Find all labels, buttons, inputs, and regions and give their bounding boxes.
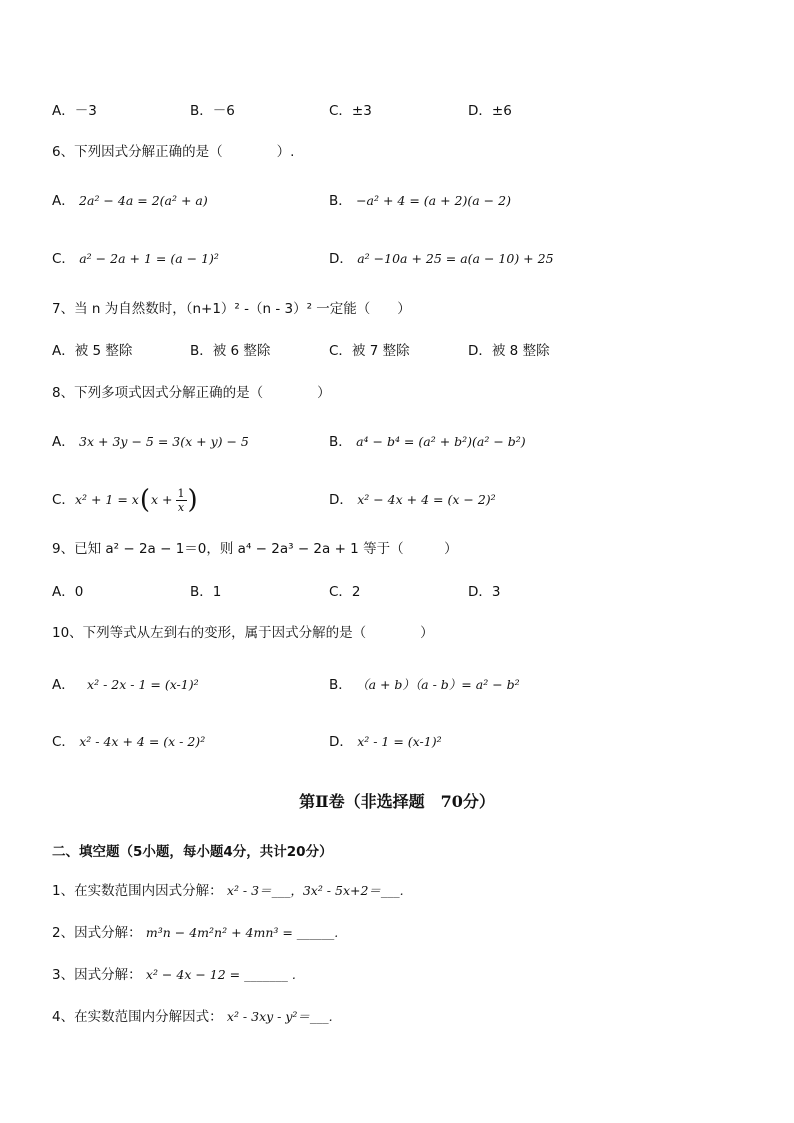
q8-option-a <box>52 433 249 451</box>
q10-option-c-expr: x² - 4x + 4 = (x - 2)² <box>79 734 206 749</box>
q8-option-c-numerator: 1 <box>177 486 185 500</box>
q8-option-c-fraction <box>176 487 187 514</box>
q8-stem: 8、下列多项式因式分解正确的是（ ） <box>52 385 331 401</box>
q8-option-a-expr: 3x + 3y − 5 = 3(x + y) − 5 <box>79 434 249 449</box>
q10-option-a <box>52 676 199 694</box>
fill-question-3 <box>52 966 296 984</box>
q7-option-d: D．被 8 整除 <box>468 343 550 359</box>
q8-option-c-label: C． <box>52 492 75 508</box>
q8-option-d-label: D． <box>329 492 353 508</box>
q8-option-b-label: B． <box>329 434 352 450</box>
q6-stem: 6、下列因式分解正确的是（ ）. <box>52 144 295 160</box>
fill-question-4 <box>52 1008 333 1026</box>
q8-option-d-expr: x² − 4x + 4 = (x − 2)² <box>357 492 496 507</box>
q7-option-c: C．被 7 整除 <box>329 343 410 359</box>
q10-option-b-label: B． <box>329 677 352 693</box>
q6-option-d-expr: a² −10a + 25 = a(a − 10) + 25 <box>357 251 554 266</box>
q8-option-c-close-paren: ) <box>187 485 198 515</box>
q9-option-d: D．3 <box>468 584 501 600</box>
fill-question-3-prefix: 3、因式分解： <box>52 967 142 983</box>
q6-option-b <box>329 192 511 210</box>
q10-option-d-expr: x² - 1 = (x-1)² <box>357 734 442 749</box>
q7-stem: 7、当 n 为自然数时，（n+1）² -（n - 3）² 一定能（ ） <box>52 301 411 317</box>
q6-option-c-label: C． <box>52 251 75 267</box>
q8-option-b-expr: a⁴ − b⁴ = (a² + b²)(a² − b²) <box>356 434 526 449</box>
q5-option-a: A．－3 <box>52 103 97 119</box>
q10-option-d-label: D． <box>329 734 353 750</box>
q10-option-c-label: C． <box>52 734 75 750</box>
q8-option-c-expr-left: x² + 1 = x <box>74 492 139 507</box>
q5-option-b: B．－6 <box>190 103 235 119</box>
q9-option-a: A．0 <box>52 584 84 600</box>
q5-option-c: C．±3 <box>329 103 372 119</box>
q7-option-b: B．被 6 整除 <box>190 343 271 359</box>
fill-question-1-prefix: 1、在实数范围内因式分解： <box>52 883 223 899</box>
q9-stem: 9、已知 a² − 2a − 1＝0，则 a⁴ − 2a³ − 2a + 1 等于（ ） <box>52 541 458 557</box>
fill-question-2-prefix: 2、因式分解： <box>52 925 142 941</box>
section2-title: 二、填空题（5小题，每小题4分，共计20分） <box>52 844 333 860</box>
q10-stem: 10、下列等式从左到右的变形，属于因式分解的是（ ） <box>52 625 434 641</box>
q6-option-c <box>52 250 219 268</box>
q5-option-d: D．±6 <box>468 103 512 119</box>
q6-option-a-expr: 2a² − 4a = 2(a² + a) <box>79 193 208 208</box>
q8-option-d <box>329 491 496 509</box>
q6-option-c-expr: a² − 2a + 1 = (a − 1)² <box>79 251 219 266</box>
fill-question-1-expr: x² - 3＝___，3x² - 5x+2＝___. <box>226 883 404 898</box>
fill-question-2-expr: m³n − 4m²n² + 4mn³ = ______. <box>145 925 339 940</box>
q6-option-b-label: B． <box>329 193 352 209</box>
q10-option-a-expr: x² - 2x - 1 = (x-1)² <box>87 677 199 692</box>
q6-option-d-label: D． <box>329 251 353 267</box>
q9-option-b: B．1 <box>190 584 222 600</box>
fill-question-4-prefix: 4、在实数范围内分解因式： <box>52 1009 223 1025</box>
q8-option-c-denominator: x <box>177 500 185 514</box>
q10-option-b-expr: （a + b）（a - b）= a² − b² <box>356 677 520 692</box>
q8-option-c-open-paren: ( <box>139 485 150 515</box>
q10-option-a-label: A． <box>52 677 75 693</box>
fill-question-2 <box>52 924 338 942</box>
q6-option-a <box>52 192 208 210</box>
fill-question-4-expr: x² - 3xy - y²＝___. <box>226 1009 333 1024</box>
q8-option-b <box>329 433 526 451</box>
q10-option-d <box>329 733 442 751</box>
q8-option-c <box>52 482 198 518</box>
fill-question-1 <box>52 882 404 900</box>
fill-question-3-expr: x² − 4x − 12 = _______ . <box>145 967 296 982</box>
q8-option-c-plus: x + <box>151 492 173 507</box>
q6-option-b-expr: −a² + 4 = (a + 2)(a − 2) <box>356 193 511 208</box>
q7-option-a: A．被 5 整除 <box>52 343 133 359</box>
q8-option-a-label: A． <box>52 434 75 450</box>
q6-option-d <box>329 250 554 268</box>
q9-option-c: C．2 <box>329 584 361 600</box>
q6-option-a-label: A． <box>52 193 75 209</box>
part2-title: 第Ⅱ卷（非选择题 70分） <box>299 792 495 811</box>
q10-option-b <box>329 676 520 694</box>
q10-option-c <box>52 733 205 751</box>
